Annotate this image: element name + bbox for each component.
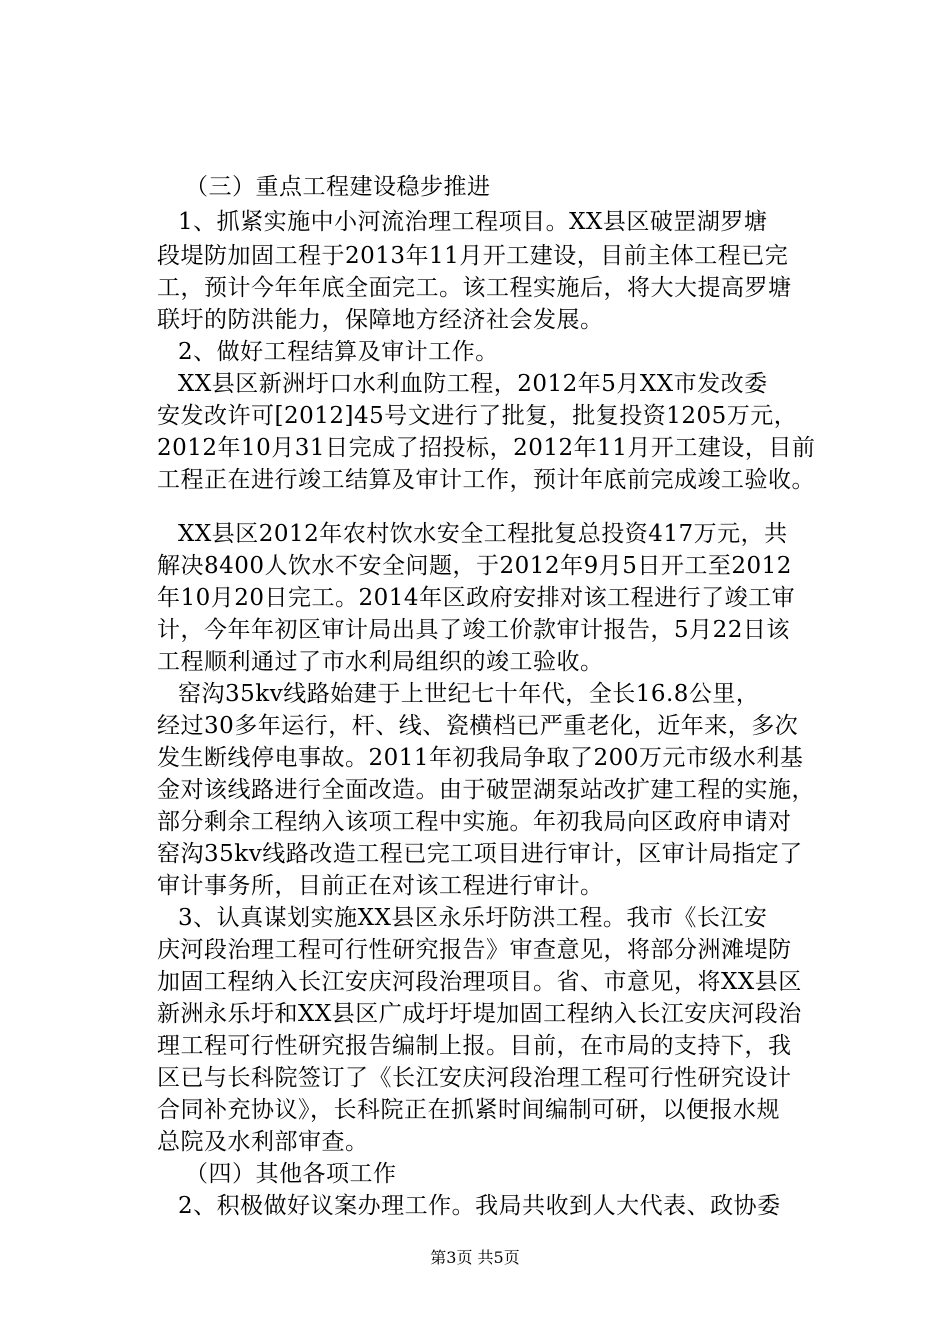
paragraph-line: 经过30多年运行，杆、线、瓷横档已严重老化，近年来，多次	[157, 713, 799, 739]
paragraph-line: 理工程可行性研究报告编制上报。目前，在市局的支持下，我	[157, 1033, 792, 1059]
paragraph-line: 审计事务所，目前正在对该工程进行审计。	[157, 873, 604, 899]
paragraph-line: 加固工程纳入长江安庆河段治理项目。省、市意见，将XX县区	[157, 969, 802, 995]
section-heading-4: （四）其他各项工作	[185, 1161, 397, 1187]
paragraph-line: 新洲永乐圩和XX县区广成圩圩堤加固工程纳入长江安庆河段治	[157, 1001, 802, 1027]
paragraph-line: 金对该线路进行全面改造。由于破罡湖泵站改扩建工程的实施，	[157, 777, 815, 803]
paragraph-line: 工程正在进行竣工结算及审计工作，预计年底前完成竣工验收。	[157, 467, 815, 493]
paragraph-line: 安发改许可[2012]45号文进行了批复，批复投资1205万元，	[157, 403, 798, 429]
section-heading-3: （三）重点工程建设稳步推进	[185, 174, 491, 200]
paragraph-line: XX县区2012年农村饮水安全工程批复总投资417万元，共	[178, 521, 788, 547]
paragraph-line: 3、认真谋划实施XX县区永乐圩防洪工程。我市《长江安	[178, 905, 768, 931]
paragraph-line: 工程顺利通过了市水利局组织的竣工验收。	[157, 649, 604, 675]
paragraph-line: 联圩的防洪能力，保障地方经济社会发展。	[157, 307, 604, 333]
paragraph-line: 年10月20日完工。2014年区政府安排对该工程进行了竣工审	[157, 585, 796, 611]
paragraph-line: 工，预计今年年底全面完工。该工程实施后，将大大提高罗塘	[157, 275, 792, 301]
paragraph-line: 2012年10月31日完成了招投标，2012年11月开工建设，目前	[157, 435, 816, 461]
paragraph-line: 段堤防加固工程于2013年11月开工建设，目前主体工程已完	[157, 243, 789, 269]
paragraph-line: XX县区新洲圩口水利血防工程，2012年5月XX市发改委	[178, 371, 768, 397]
paragraph-line: 合同补充协议》，长科院正在抓紧时间编制可研，以便报水规	[157, 1097, 780, 1123]
paragraph-line: 2、积极做好议案办理工作。我局共收到人大代表、政协委	[178, 1193, 781, 1219]
paragraph-line: 计，今年年初区审计局出具了竣工价款审计报告，5月22日该	[157, 617, 790, 643]
paragraph-line: 庆河段治理工程可行性研究报告》审查意见，将部分洲滩堤防	[157, 937, 792, 963]
paragraph-line: 总院及水利部审查。	[157, 1129, 369, 1155]
paragraph-line: 解决8400人饮水不安全问题，于2012年9月5日开工至2012	[157, 553, 792, 579]
page-number-footer: 第3页 共5页	[430, 1248, 520, 1267]
paragraph-line: 窑沟35kv线路始建于上世纪七十年代，全长16.8公里，	[178, 681, 760, 707]
paragraph-line: 2、做好工程结算及审计工作。	[178, 339, 499, 365]
paragraph-line: 窑沟35kv线路改造工程已完工项目进行审计，区审计局指定了	[157, 841, 803, 867]
paragraph-line: 部分剩余工程纳入该项工程中实施。年初我局向区政府申请对	[157, 809, 792, 835]
paragraph-line: 1、抓紧实施中小河流治理工程项目。XX县区破罡湖罗塘	[178, 209, 768, 235]
paragraph-line: 发生断线停电事故。2011年初我局争取了200万元市级水利基	[157, 745, 804, 771]
paragraph-line: 区已与长科院签订了《长江安庆河段治理工程可行性研究设计	[157, 1065, 792, 1091]
